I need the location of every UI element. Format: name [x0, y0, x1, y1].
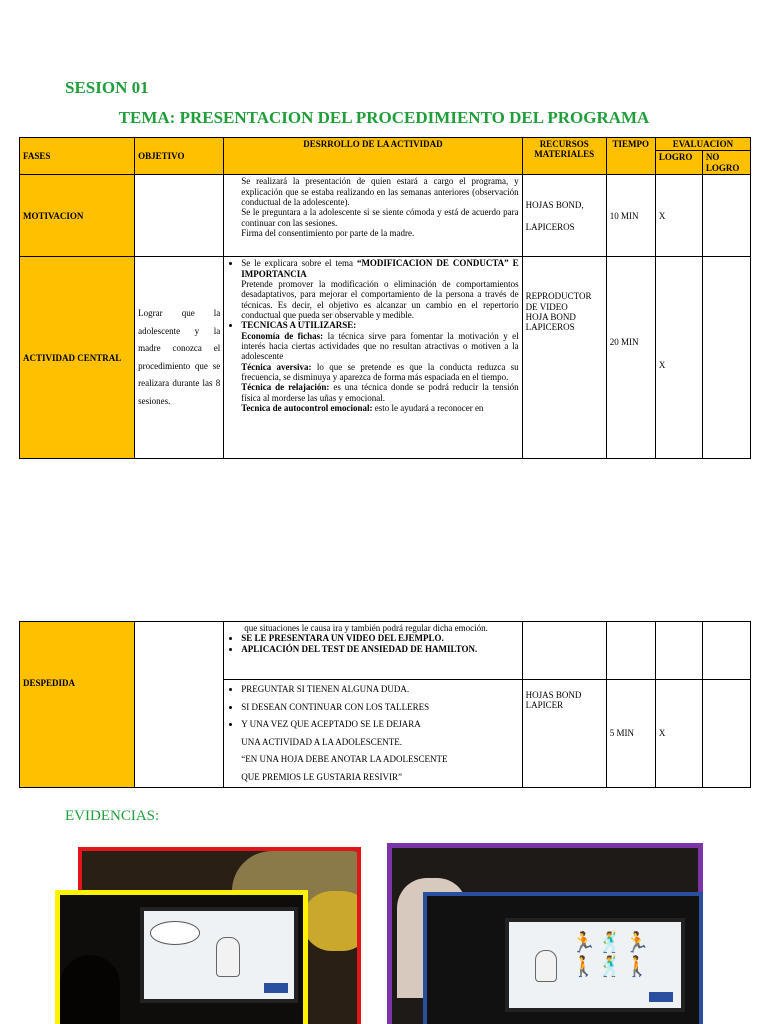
technique-text: la técnica sirve para fomentar la motivación y el interés hacia ciertas actividades que no resultan atractivas o motiven a la adolescente: [241, 330, 519, 362]
resources-motivacion: [522, 175, 606, 257]
technique-text: esto le ayudará a reconocer en: [372, 403, 484, 414]
dev-text: UNA ACTIVIDAD A LA ADOLESCENTE.: [241, 736, 403, 747]
technique-label: Tecnica de autocontrol emocional:: [241, 403, 373, 414]
dev-text: Firma del consentimiento por parte de la madre.: [241, 228, 415, 239]
dev-text: Se le preguntara a la adolescente si se siente cómoda y está de acuerdo para continuar con las sesiones.: [241, 207, 519, 228]
video-logo: [264, 983, 288, 993]
session-title: SESION 01: [65, 78, 149, 97]
technique-item: [227, 382, 518, 403]
dev-text-bold: “MODIFICACION DE CONDUCTA” E IMPORTANCIA: [241, 258, 519, 279]
video-logo: [649, 992, 673, 1002]
resource-item: LAPICEROS: [525, 322, 575, 333]
technique-text: es una técnica donde se podrá reducir la tensión física al morderse las uñas y emocional.: [241, 382, 519, 403]
tv-screen: [505, 918, 685, 1012]
dev-text-bold: TECNICAS A UTILIZARSE:: [241, 320, 357, 331]
dev-text-bold: SE LE PRESENTARA UN VIDEO DEL EJEMPLO.: [241, 633, 444, 644]
phase-motivacion: MOTIVACION: [20, 175, 135, 257]
development-motivacion: [224, 175, 522, 257]
time-continued: [606, 622, 655, 680]
no-logro-continued: [702, 622, 750, 680]
topic-title: TEMA: PRESENTACION DEL PROCEDIMIENTO DEL PROGRAMA: [118, 108, 650, 127]
dev-bullet: [241, 258, 518, 279]
header-fases: FASES: [20, 138, 135, 175]
header-objetivo: OBJETIVO: [135, 138, 224, 175]
logro-despedida: X: [655, 680, 702, 788]
session-table: [19, 137, 751, 459]
evidence-photo-4: [423, 892, 703, 1024]
dev-bullet: [241, 320, 518, 330]
dev-bullet: • Y UNA VEZ QUE ACEPTADO SE LE DEJARA: [241, 716, 518, 734]
header-tiempo: TIEMPO: [606, 138, 655, 175]
no-logro-central: [702, 257, 750, 459]
technique-text: lo que se pretende es que la conducta reduzca su frecuencia, se disminuya y aparezca de forma más espaciada en el tiempo.: [241, 361, 519, 383]
dev-text: que situaciones le causa ira y también podrá regular dicha emoción.: [244, 623, 488, 633]
cartoon-character: [216, 937, 240, 977]
dev-text: “EN UNA HOJA DEBE ANOTAR LA ADOLESCENTE: [241, 754, 448, 765]
resources-central: [522, 257, 606, 459]
dev-bullet: [241, 644, 518, 654]
dev-bullet: [241, 633, 518, 643]
resource-item: REPRODUCTOR DE VIDEO: [525, 291, 592, 312]
technique-item: [227, 403, 518, 413]
dev-text: Pretende promover la modificación o eliminación de comportamientos desadaptativos, para mejorar el comportamiento de la persona a través de técnicas. Es decir, el objetivo es alcanzar un cambio en el repertorio conductual que pueda ser observable y medible.: [241, 279, 519, 321]
dev-text-bold: APLICACIÓN DEL TEST DE ANSIEDAD DE HAMILTON.: [241, 643, 478, 654]
resource-item: HOJA BOND: [525, 312, 576, 323]
dev-bullet: • SI DESEAN CONTINUAR CON LOS TALLERES: [241, 699, 518, 717]
speech-bubble: [150, 921, 200, 945]
technique-label: Economía de fichas:: [241, 330, 324, 341]
logro-continued: [655, 622, 702, 680]
header-recursos: RECURSOS MATERIALES: [522, 138, 606, 175]
resource-item: HOJAS BOND,: [525, 199, 584, 210]
no-logro-motivacion: [702, 175, 750, 257]
header-desarrollo: DESRROLLO DE LA ACTIVIDAD: [224, 138, 522, 175]
resources-despedida: [522, 680, 606, 788]
dev-text: QUE PREMIOS LE GUSTARIA RESIVIR”: [241, 771, 403, 782]
objective-motivacion: [135, 175, 224, 257]
no-logro-despedida: [702, 680, 750, 788]
technique-label: Técnica de relajación:: [241, 382, 330, 393]
resource-item: LAPICER: [525, 700, 564, 711]
time-central: 20 MIN: [606, 257, 655, 459]
resource-item: HOJAS BOND: [525, 690, 582, 700]
tv-screen: [140, 907, 298, 1003]
silhouette-figures: 🏃🕺🏃 🚶🕺🚶: [571, 930, 652, 978]
phase-despedida: DESPEDIDA: [20, 622, 135, 788]
evidence-photo-2: [55, 890, 308, 1024]
development-central: [224, 257, 522, 459]
technique-label: Técnica aversiva:: [241, 361, 312, 372]
header-no-logro: NO LOGRO: [702, 151, 750, 175]
time-despedida: 5 MIN: [606, 680, 655, 788]
dev-text: Se le explicara sobre el tema: [241, 258, 357, 269]
time-motivacion: 10 MIN: [606, 175, 655, 257]
technique-item: [227, 362, 518, 383]
photo-yellow-scarf: [302, 891, 361, 951]
objective-despedida: [135, 622, 224, 788]
technique-item: [227, 331, 518, 362]
logro-motivacion: X: [655, 175, 702, 257]
header-logro: LOGRO: [655, 151, 702, 175]
phase-actividad-central: ACTIVIDAD CENTRAL: [20, 257, 135, 459]
development-continued: [224, 622, 522, 680]
resource-item: LAPICEROS: [525, 221, 575, 232]
evidencias-heading: EVIDENCIAS:: [65, 808, 160, 824]
development-despedida: [224, 680, 522, 788]
cartoon-character: [535, 950, 557, 982]
objective-central: Lograr que la adolescente y la madre conozca el procedimiento que se realizara durante las 8 sesiones.: [135, 257, 224, 459]
dev-text: Se realizará la presentación de quien estará a cargo el programa, y explicación que se estaba realizando en las semanas anteriores (observación conductual de la adolescente).: [241, 176, 519, 208]
logro-central: X: [655, 257, 702, 459]
resources-continued: [522, 622, 606, 680]
dev-bullet: • PREGUNTAR SI TIENEN ALGUNA DUDA.: [241, 681, 518, 699]
photo-person-silhouette: [60, 955, 120, 1024]
header-evaluacion: EVALUACION: [655, 138, 750, 151]
session-table-continued: [19, 621, 751, 788]
